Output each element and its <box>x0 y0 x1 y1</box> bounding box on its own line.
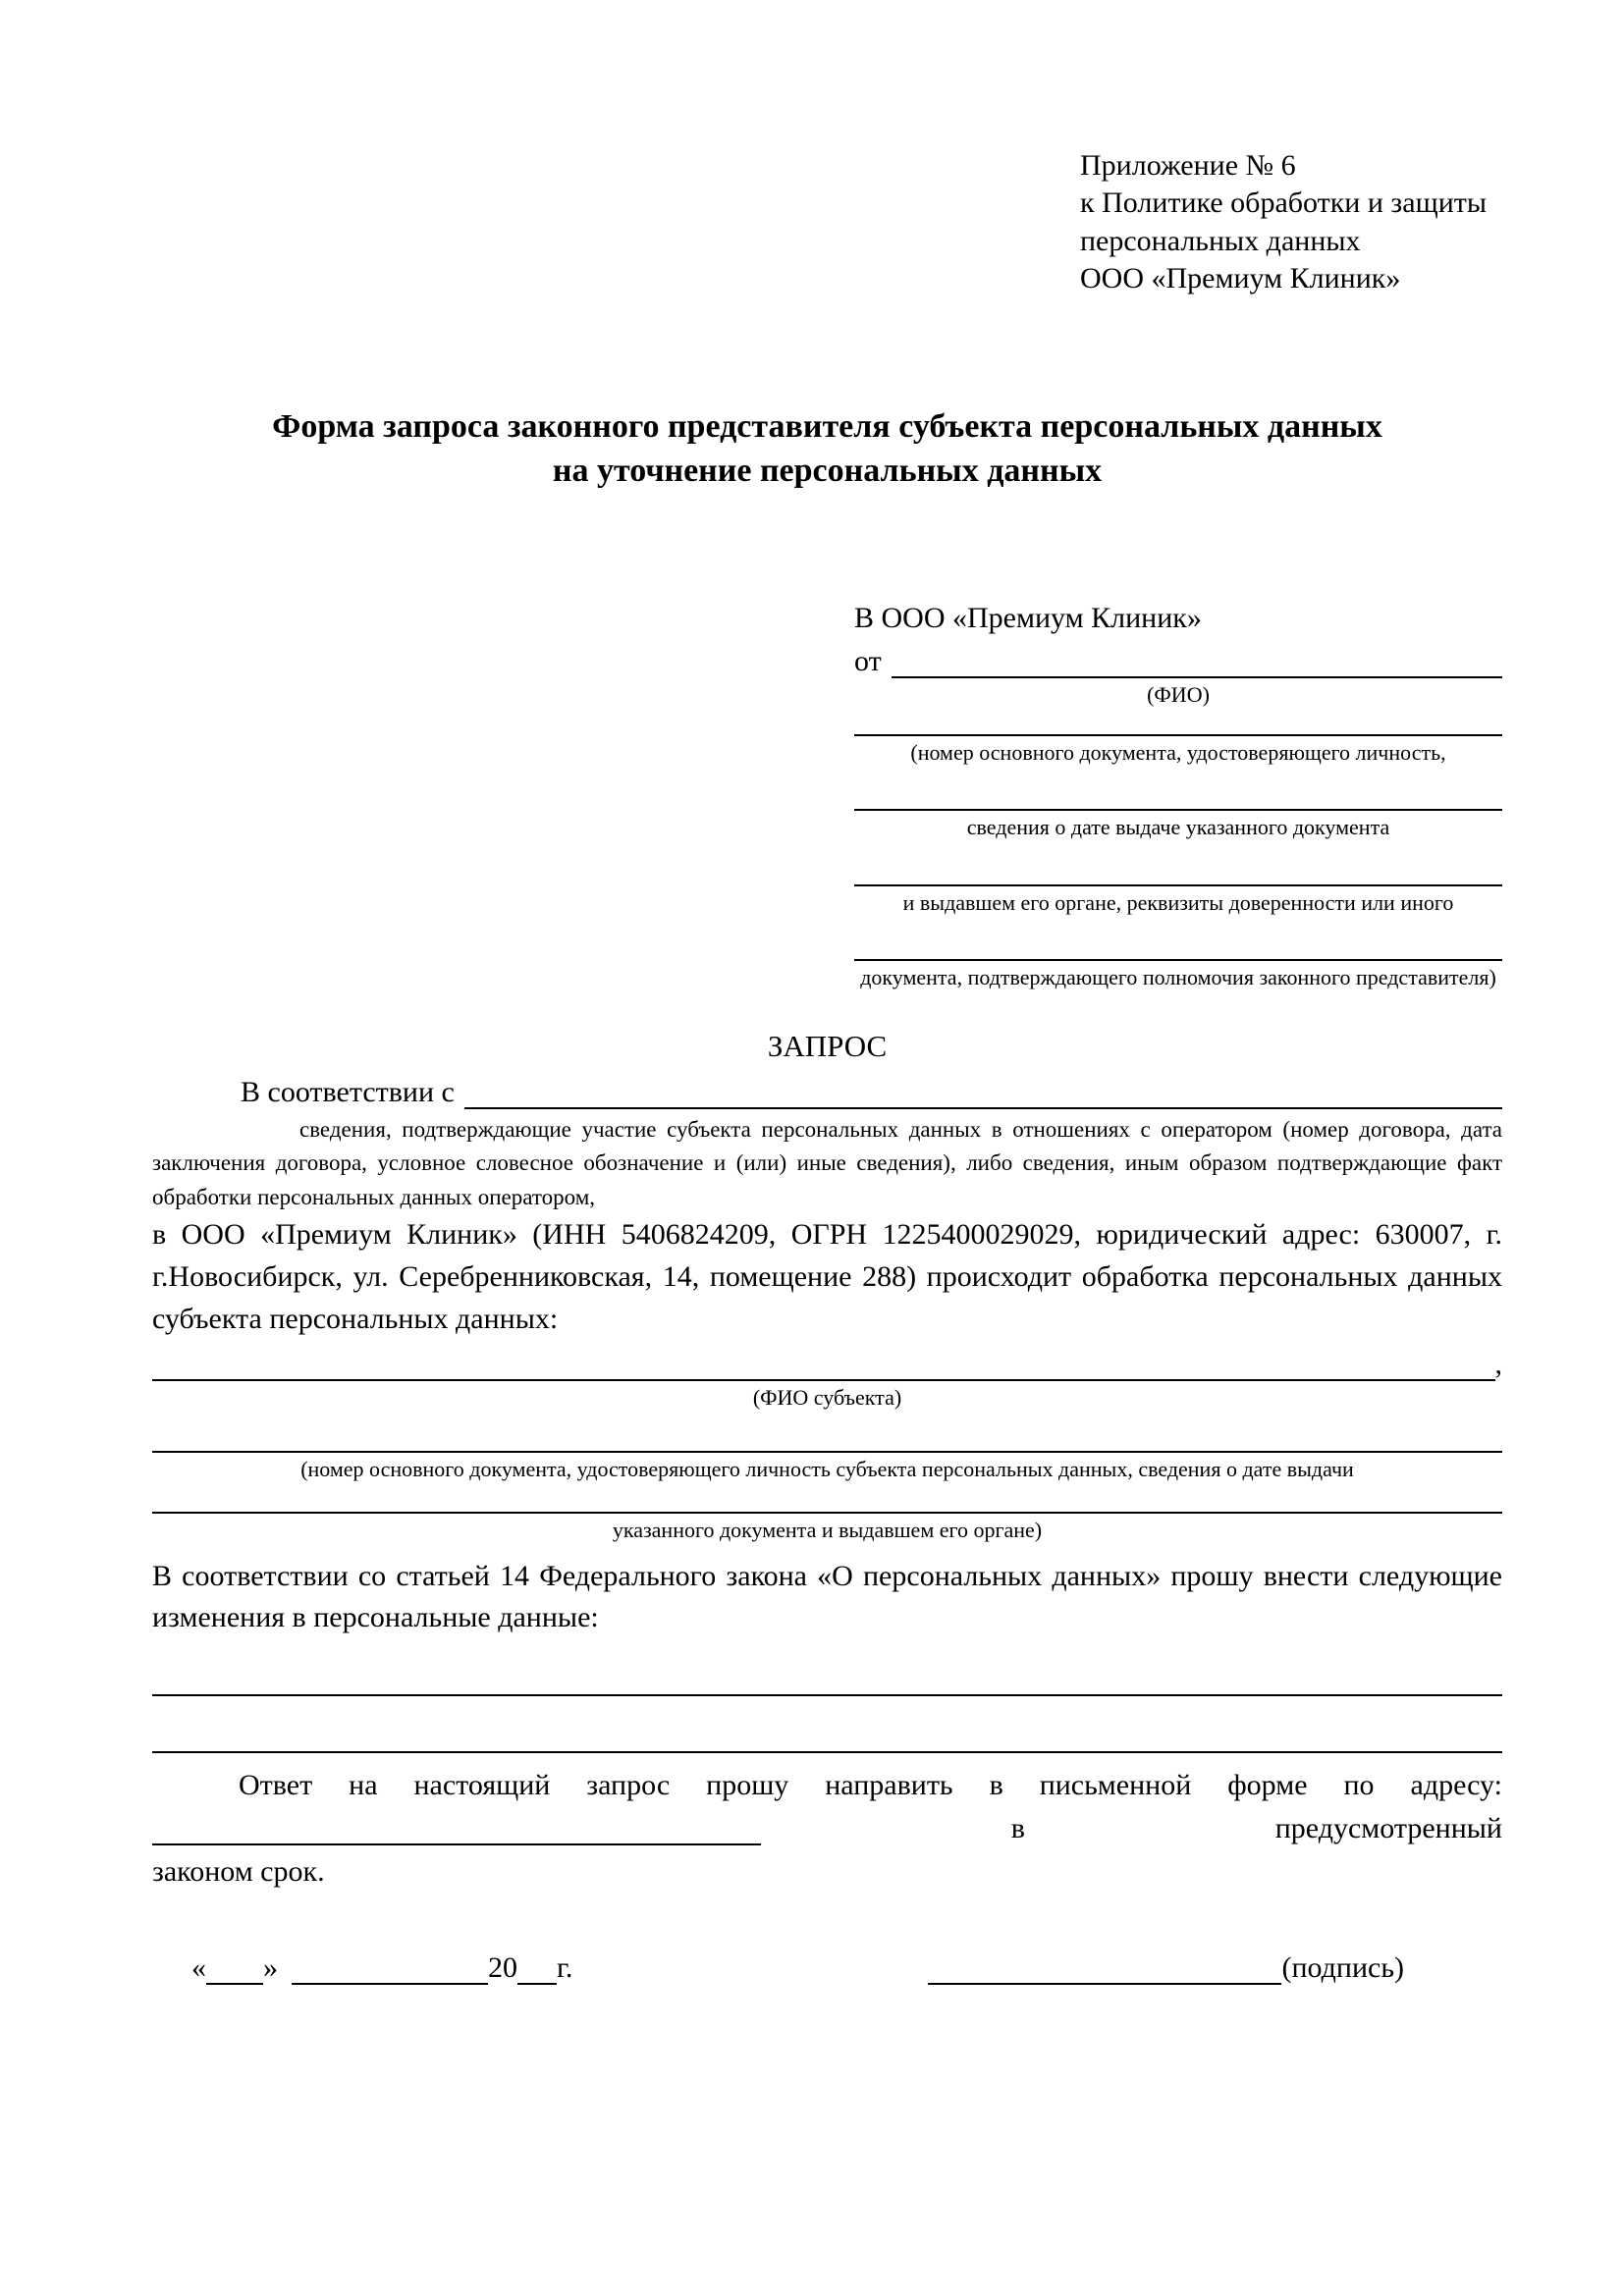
representative-doc-blank-line <box>854 959 1502 961</box>
representative-doc-blank-line <box>854 734 1502 736</box>
changes-blank-line <box>152 1639 1502 1696</box>
representative-doc-blank-group <box>854 959 1502 991</box>
from-row <box>854 645 1502 678</box>
subject-doc-blank-line <box>152 1451 1502 1453</box>
response-word: предусмотренный <box>1274 1811 1502 1844</box>
changes-blank-line <box>152 1696 1502 1753</box>
addressee-to: В ООО «Премиум Клиник» <box>854 602 1202 635</box>
signature-blank-line <box>928 1953 1281 1985</box>
year-suffix: г. <box>557 1950 573 1984</box>
year-blank-line <box>517 1953 557 1985</box>
response-paragraph: Ответ на настоящий запрос прошу направить в письменной форме по адресу: <box>239 1768 1502 1801</box>
subject-fio-row <box>152 1348 1502 1381</box>
blank-caption: сведения о дате выдаче указанного документа <box>966 815 1390 840</box>
year-prefix: 20 <box>488 1950 517 1984</box>
month-blank-line <box>292 1953 488 1985</box>
response-word: в <box>1010 1811 1025 1844</box>
subject-doc-caption: (номер основного документа, удостоверяющего личность субъекта персональных данных, сведения о дате выдачи <box>300 1456 1354 1481</box>
subject-doc-caption: указанного документа и выдавшем его органе) <box>612 1518 1043 1543</box>
signature-part <box>928 1951 1404 1985</box>
footer-row <box>152 1951 1502 1985</box>
date-open-quote: « <box>191 1950 206 1984</box>
representative-name-blank-line <box>892 646 1502 679</box>
document-title <box>152 404 1502 495</box>
subject-line-suffix: , <box>1494 1348 1502 1381</box>
day-blank-line <box>206 1953 263 1985</box>
request-heading: ЗАПРОС <box>767 1028 888 1063</box>
response-tail: законом срок. <box>152 1854 325 1888</box>
date-part <box>152 1951 572 1985</box>
annex-line: к Политике обработки и защиты <box>1080 187 1488 220</box>
subject-fio-caption: (ФИО субъекта) <box>752 1385 902 1411</box>
fio-caption: (ФИО) <box>1147 682 1210 708</box>
representative-doc-blank-group <box>854 884 1502 917</box>
subject-doc-blank-line <box>152 1512 1502 1514</box>
from-label: от <box>854 645 882 678</box>
annex-line: ООО «Премиум Клиник» <box>1080 262 1401 295</box>
document-title-line: на уточнение персональных данных <box>552 453 1103 490</box>
blank-caption: и выдавшем его органе, реквизиты доверенности или иного <box>902 889 1454 915</box>
operator-paragraph: в ООО «Премиум Клиник» (ИНН 5406824209, ОГРН 1225400029029, юридический адрес: 630007, г. г.Новосибирск, ул. Серебренниковская, 14, помещение 288) происходит обработка персональных данных субъекта персональных данных: <box>152 1218 1502 1335</box>
basis-blank-line <box>464 1076 1502 1109</box>
annex-line: Приложение № 6 <box>1080 149 1296 182</box>
subject-doc-blank-group <box>152 1451 1502 1483</box>
response-address-row <box>152 1812 1502 1845</box>
representative-doc-blank-line <box>854 809 1502 811</box>
subject-fio-blank-line <box>152 1349 1495 1382</box>
law-paragraph: В соответствии со статьей 14 Федерального закона «О персональных данных» прошу внести следующие изменения в персональные данные: <box>152 1559 1502 1634</box>
blank-caption: документа, подтверждающего полномочия законного представителя) <box>860 965 1496 990</box>
basis-row <box>152 1076 1502 1109</box>
annex-block <box>1080 147 1502 298</box>
representative-doc-blank-group <box>854 809 1502 841</box>
date-close-quote: » <box>263 1950 278 1984</box>
basis-caption: сведения, подтверждающие участие субъекта персональных данных в отношениях с оператором (номер договора, дата заключения договора, условное словесное обозначение и (или) иные сведения), либо сведения, иным образом подтверждающие факт обработки персональных данных оператором, <box>152 1116 1502 1209</box>
annex-line: персональных данных <box>1080 224 1361 257</box>
blank-caption: (номер основного документа, удостоверяющего личность, <box>910 739 1446 765</box>
address-blank-line <box>152 1812 761 1845</box>
representative-doc-blank-line <box>854 884 1502 886</box>
basis-prefix: В соответствии с <box>241 1075 455 1108</box>
subject-doc-blank-group <box>152 1512 1502 1544</box>
representative-doc-blank-group <box>854 734 1502 767</box>
document-title-line: Форма запроса законного представителя субъекта персональных данных <box>272 407 1382 445</box>
signature-caption: (подпись) <box>1281 1950 1404 1984</box>
addressee-block <box>854 602 1502 991</box>
